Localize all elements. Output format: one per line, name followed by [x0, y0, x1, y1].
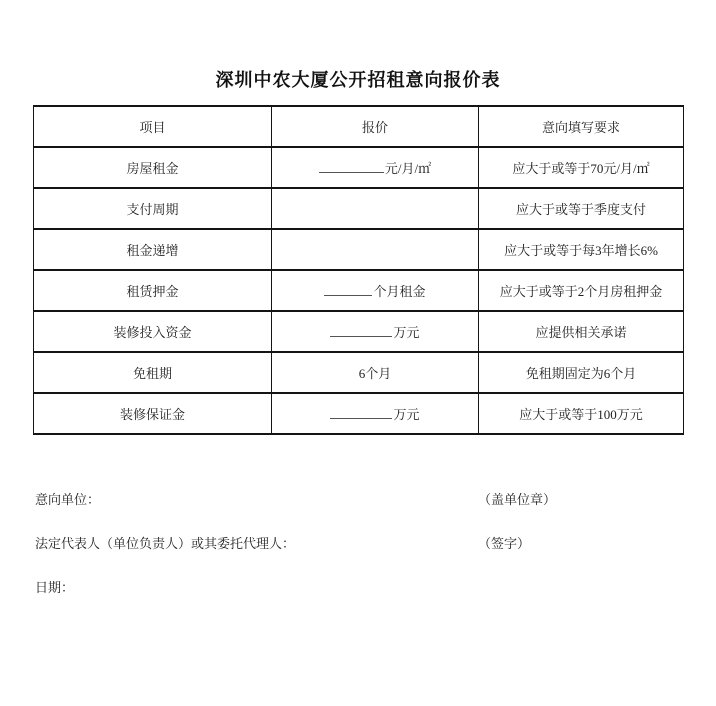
quote-unit-suffix: 元/月/㎡: [384, 161, 432, 176]
table-row: [34, 229, 684, 270]
table-row: [34, 393, 684, 434]
requirement-cell: 应大于或等于100万元: [479, 393, 684, 434]
table-header-row: [34, 106, 684, 147]
fill-in-blank-line: [330, 323, 392, 337]
table-row: [34, 352, 684, 393]
quote-unit-suffix: 万元: [393, 325, 420, 340]
representative-label: 法定代表人（单位负责人）或其委托代理人：: [35, 536, 296, 551]
footer-line-representative: [35, 533, 716, 552]
fill-in-blank-line: [330, 405, 392, 419]
signature-label: （签字）: [478, 536, 531, 551]
quote-cell: [272, 393, 479, 434]
page-title: 深圳中农大厦公开招租意向报价表: [215, 70, 501, 90]
requirement-cell: 应大于或等于2个月房租押金: [479, 270, 684, 311]
table-body: [34, 147, 684, 434]
table-row: [34, 147, 684, 188]
col-header-quote: 报价: [272, 106, 479, 147]
seal-label: （盖单位章）: [478, 492, 557, 507]
item-cell: 装修保证金: [34, 393, 272, 434]
requirement-cell: 应大于或等于70元/月/㎡: [479, 147, 684, 188]
quote-cell: [272, 270, 479, 311]
item-cell: 房屋租金: [34, 147, 272, 188]
date-label: 日期：: [35, 580, 75, 595]
table-row: [34, 311, 684, 352]
item-cell: 装修投入资金: [34, 311, 272, 352]
table-row: [34, 188, 684, 229]
quote-cell: [272, 229, 479, 270]
requirement-cell: 应大于或等于每3年增长6%: [479, 229, 684, 270]
quote-cell: 6个月: [272, 352, 479, 393]
quote-cell: [272, 311, 479, 352]
quote-unit-suffix: 万元: [393, 407, 420, 422]
item-cell: 免租期: [34, 352, 272, 393]
quote-cell: [272, 188, 479, 229]
fill-in-blank-line: [319, 159, 384, 173]
quote-unit-suffix: 个月租金: [373, 284, 426, 299]
item-cell: 租金递增: [34, 229, 272, 270]
col-header-requirement: 意向填写要求: [479, 106, 684, 147]
requirement-cell: 应大于或等于季度支付: [479, 188, 684, 229]
item-cell: 租赁押金: [34, 270, 272, 311]
table-row: [34, 270, 684, 311]
requirement-cell: 免租期固定为6个月: [479, 352, 684, 393]
fill-in-blank-line: [324, 282, 372, 296]
footer-line-intent-unit: [35, 489, 716, 508]
quote-cell: [272, 147, 479, 188]
footer-line-date: [35, 577, 716, 596]
quote-table: [33, 105, 684, 435]
requirement-cell: 应提供相关承诺: [479, 311, 684, 352]
item-cell: 支付周期: [34, 188, 272, 229]
col-header-item: 项目: [34, 106, 272, 147]
intent-unit-label: 意向单位：: [35, 492, 101, 507]
